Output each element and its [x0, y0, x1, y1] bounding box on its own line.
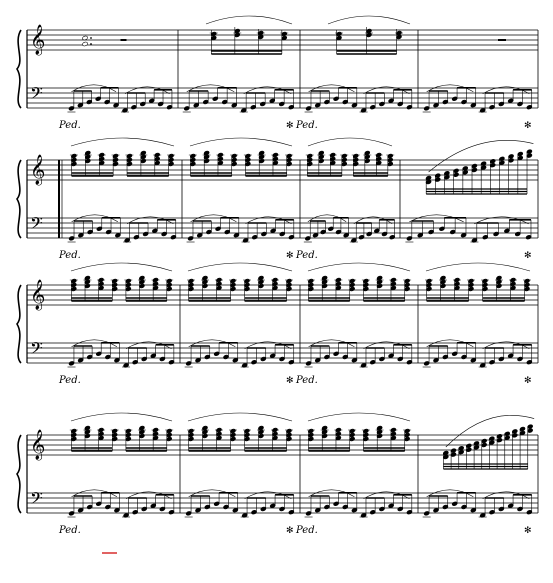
pedal-mark: Ped. [59, 250, 81, 261]
note-head [82, 41, 88, 46]
measure [295, 413, 412, 536]
measure [183, 16, 295, 131]
slur [426, 263, 530, 271]
slur [308, 413, 410, 421]
slur [206, 16, 292, 24]
pedal-mark: Ped. [296, 525, 318, 536]
pedal-mark: Ped. [59, 525, 81, 536]
measure [295, 263, 412, 386]
rest [498, 39, 506, 41]
measure [58, 138, 176, 261]
measure [405, 140, 533, 261]
measure [295, 138, 395, 261]
dot [90, 43, 92, 45]
pedal-mark: Ped. [59, 375, 81, 386]
system-1 [17, 16, 538, 131]
slur [308, 263, 410, 271]
treble-clef-icon: 𝄞 [30, 430, 46, 460]
bass-clef-icon: 𝄢 [30, 213, 43, 237]
pedal-mark: Ped. [296, 375, 318, 386]
pedal-mark: Ped. [296, 250, 318, 261]
measure [58, 413, 175, 536]
slur [71, 138, 174, 146]
pedal-release-mark: ✻ [524, 376, 532, 386]
slur [188, 413, 292, 421]
system-2 [17, 138, 538, 261]
pedal-release-mark: ✻ [286, 121, 294, 131]
pedal-release-mark: ✻ [286, 251, 294, 261]
pedal-release-mark: ✻ [524, 121, 532, 131]
pedal-mark: Ped. [59, 120, 81, 131]
slur [190, 138, 292, 146]
slur [328, 16, 410, 24]
measure [185, 263, 295, 386]
slur [71, 263, 172, 271]
rest [121, 39, 127, 41]
brace [17, 435, 21, 513]
slur [188, 263, 292, 271]
measure [423, 263, 533, 386]
bass-clef-icon: 𝄢 [30, 83, 43, 107]
treble-clef-icon: 𝄞 [30, 155, 46, 185]
treble-clef-icon: 𝄞 [30, 280, 46, 310]
measure [187, 138, 295, 261]
pedal-mark: Ped. [296, 120, 318, 131]
system-4 [17, 413, 538, 536]
measure [58, 263, 175, 386]
brace [17, 285, 21, 363]
measure [185, 413, 295, 536]
measure [423, 415, 535, 536]
brace [17, 160, 21, 238]
measure [295, 16, 412, 131]
pedal-release-mark: ✻ [286, 376, 294, 386]
system-3 [17, 263, 538, 386]
brace [17, 30, 21, 108]
bass-clef-icon: 𝄢 [30, 488, 43, 512]
bass-clef-icon: 𝄢 [30, 338, 43, 362]
pedal-release-mark: ✻ [286, 526, 294, 536]
slur [308, 138, 392, 146]
treble-clef-icon: 𝄞 [30, 25, 46, 55]
pedal-release-mark: ✻ [524, 251, 532, 261]
dot [90, 37, 92, 39]
slur [71, 413, 172, 421]
pedal-release-mark: ✻ [524, 526, 532, 536]
measure [423, 39, 533, 131]
